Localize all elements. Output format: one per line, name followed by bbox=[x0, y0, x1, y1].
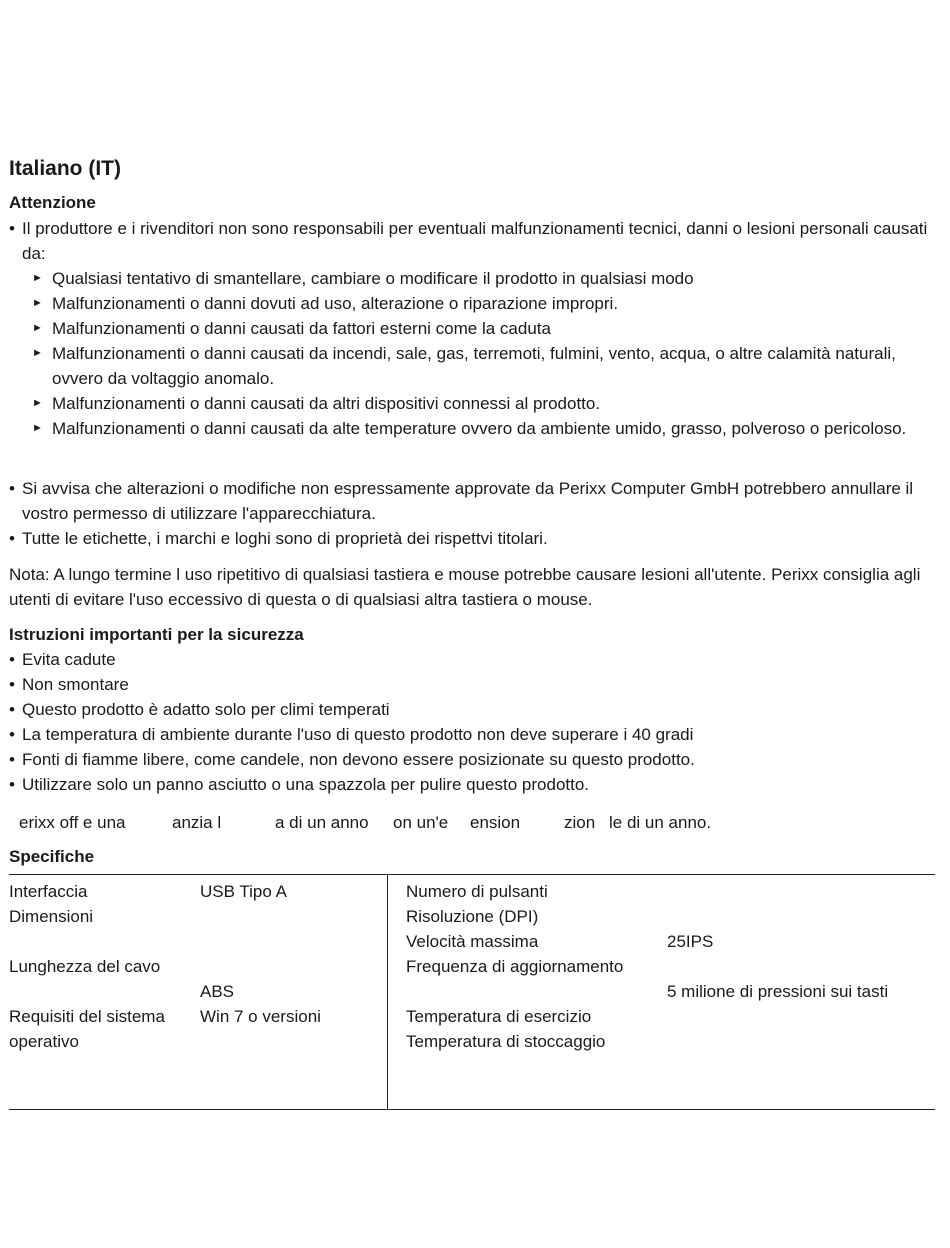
warranty-fragment: anzia l bbox=[172, 813, 222, 832]
table-bottom-rule bbox=[9, 1109, 935, 1110]
spec-label-storage-temp: Temperatura di stoccaggio bbox=[406, 1032, 606, 1051]
attention-title: Attenzione bbox=[9, 193, 96, 212]
triangle-bullet-icon: ► bbox=[32, 272, 43, 284]
list-item: ► Malfunzionamenti o danni causati da alte temperature ovvero da ambiente umido, grasso, polveroso o pericoloso. bbox=[32, 416, 937, 441]
list-item: • Si avvisa che alterazioni o modifiche non espressamente approvate da Perixx Computer GmbH potrebbero annullare il vostro permesso di utilizzare l'apparecchiatura. bbox=[9, 479, 914, 523]
spec-label-cable: Lunghezza del cavo bbox=[9, 957, 161, 976]
warranty-fragment: le di un anno. bbox=[609, 813, 712, 832]
triangle-bullet-icon: ► bbox=[32, 397, 43, 409]
spec-label-buttons: Numero di pulsanti bbox=[406, 882, 548, 901]
spec-label-speed: Velocità massima bbox=[406, 932, 539, 951]
spec-value-speed: 25IPS bbox=[667, 932, 714, 951]
spec-label-os-cont: operativo bbox=[9, 1032, 79, 1051]
warranty-fragment: a di un anno bbox=[275, 813, 369, 832]
spec-value-os: Win 7 o versioni bbox=[200, 1007, 321, 1026]
triangle-bullet-icon: ► bbox=[32, 422, 43, 434]
specs-title: Specifiche bbox=[9, 847, 95, 866]
triangle-bullet-icon: ► bbox=[32, 347, 43, 359]
spec-label-dimensions: Dimensioni bbox=[9, 907, 94, 926]
attention-intro-list bbox=[9, 216, 939, 266]
spec-label-polling: Frequenza di aggiornamento bbox=[406, 957, 624, 976]
list-item: • La temperatura di ambiente durante l'uso di questo prodotto non deve superare i 40 gradi bbox=[9, 725, 694, 744]
warranty-fragment: erixx off e una bbox=[19, 813, 126, 832]
warranty-fragment: ension bbox=[470, 813, 521, 832]
attention-more-list bbox=[9, 476, 939, 551]
spec-value-lifetime: 5 milione di pressioni sui tasti bbox=[667, 982, 889, 1001]
spec-label-interface: Interfaccia bbox=[9, 882, 88, 901]
language-heading: Italiano (IT) bbox=[9, 157, 121, 180]
list-item: • Questo prodotto è adatto solo per climi temperati bbox=[9, 700, 390, 719]
safety-list bbox=[9, 647, 939, 797]
list-item: • Tutte le etichette, i marchi e loghi sono di proprietà dei rispettvi titolari. bbox=[9, 529, 548, 548]
list-item: • Utilizzare solo un panno asciutto o una spazzola per pulire questo prodotto. bbox=[9, 775, 590, 794]
triangle-bullet-icon: ► bbox=[32, 297, 43, 309]
list-item: ► Qualsiasi tentativo di smantellare, cambiare o modificare il prodotto in qualsiasi modo bbox=[32, 266, 937, 291]
list-item: • Evita cadute bbox=[9, 650, 116, 669]
spec-label-os: Requisiti del sistema bbox=[9, 1007, 165, 1026]
attention-intro: • Il produttore e i rivenditori non sono responsabili per eventuali malfunzionamenti tecnici, danni o lesioni personali causati da: bbox=[9, 219, 928, 263]
list-item: ► Malfunzionamenti o danni causati da altri dispositivi connessi al prodotto. bbox=[32, 391, 937, 416]
spec-value-interface: USB Tipo A bbox=[200, 882, 287, 901]
warranty-fragment: on un'e bbox=[393, 813, 449, 832]
list-item: ► Malfunzionamenti o danni causati da incendi, sale, gas, terremoti, fulmini, vento, acqua, o altre calamità naturali, ovvero da voltaggio anomalo. bbox=[32, 341, 937, 391]
list-item: ► Malfunzionamenti o danni causati da fattori esterni come la caduta bbox=[32, 316, 937, 341]
list-item: • Non smontare bbox=[9, 675, 129, 694]
attention-sub-list bbox=[32, 266, 937, 441]
spec-value-material: ABS bbox=[200, 982, 235, 1001]
note-paragraph: Nota: A lungo termine l uso ripetitivo di qualsiasi tastiera e mouse potrebbe causare lesioni all'utente. Perixx consiglia agli utenti di evitare l'uso eccessivo di questa o di qualsiasi altra tastiera o mouse. bbox=[9, 565, 921, 609]
spec-label-op-temp: Temperatura di esercizio bbox=[406, 1007, 592, 1026]
safety-title: Istruzioni importanti per la sicurezza bbox=[9, 625, 304, 644]
spec-label-dpi: Risoluzione (DPI) bbox=[406, 907, 539, 926]
table-top-rule bbox=[9, 874, 935, 875]
list-item: ► Malfunzionamenti o danni dovuti ad uso, alterazione o riparazione impropri. bbox=[32, 291, 937, 316]
list-item: • Fonti di fiamme libere, come candele, non devono essere posizionate su questo prodotto. bbox=[9, 750, 695, 769]
warranty-fragment: zion bbox=[564, 813, 596, 832]
triangle-bullet-icon: ► bbox=[32, 322, 43, 334]
table-column-divider bbox=[387, 875, 388, 1110]
